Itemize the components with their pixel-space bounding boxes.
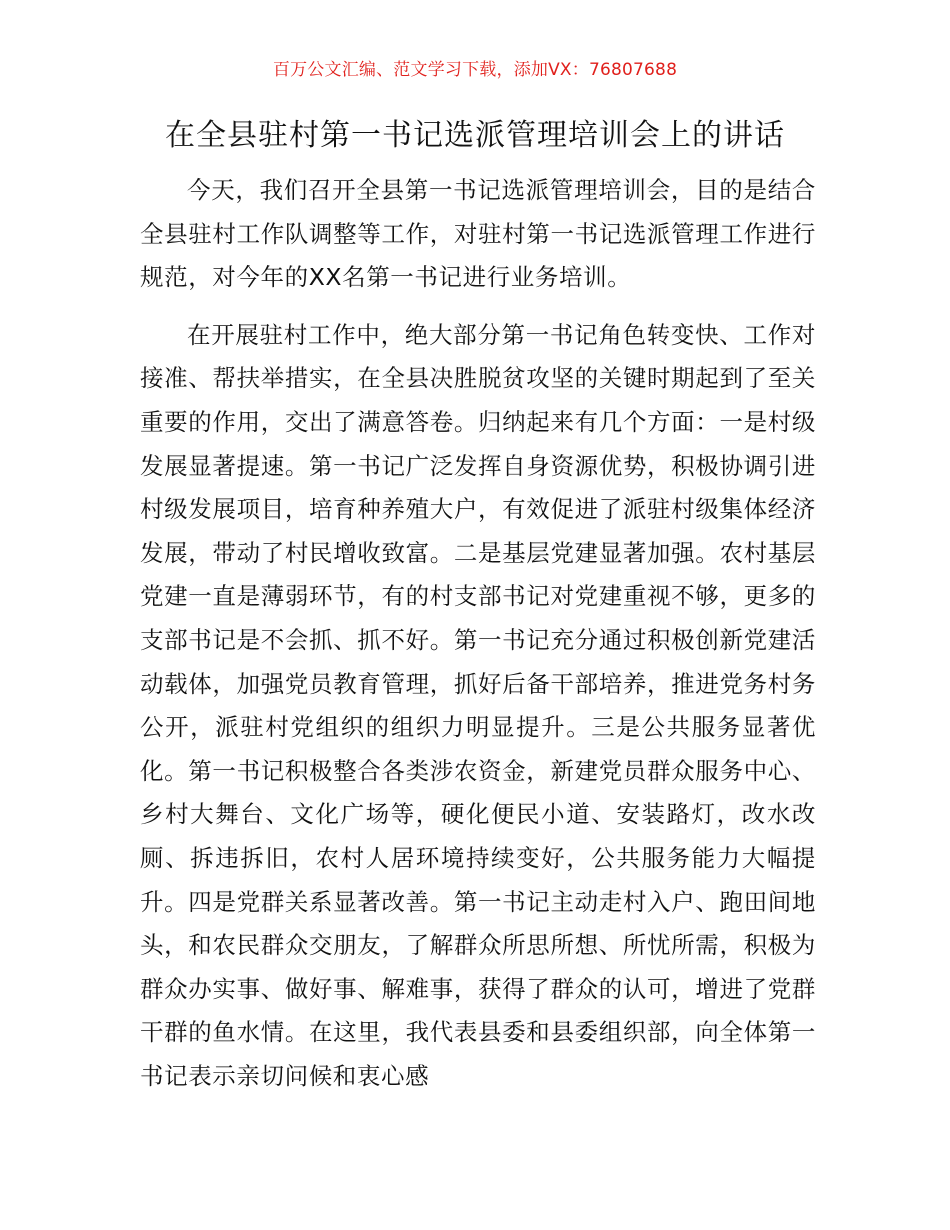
document-body bbox=[140, 169, 816, 1098]
header-watermark: 百万公文汇编、范文学习下载，添加VX：76807688 bbox=[272, 60, 678, 80]
body-paragraph-2: 在开展驻村工作中，绝大部分第一书记角色转变快、工作对接准、帮扶举措实，在全县决胜脱贫攻坚的关键时期起到了至关重要的作用，交出了满意答卷。归纳起来有几个方面：一是村级发展显著提速。第一书记广泛发挥自身资源优势，积极协调引进村级发展项目，培育种养殖大户，有效促进了派驻村级集体经济发展，带动了村民增收致富。二是基层党建显著加强。农村基层党建一直是薄弱环节，有的村支部书记对党建重视不够，更多的支部书记是不会抓、抓不好。第一书记充分通过积极创新党建活动载体，加强党员教育管理，抓好后备干部培养，推进党务村务公开，派驻村党组织的组织力明显提升。三是公共服务显著优化。第一书记积极整合各类涉农资金，新建党员群众服务中心、乡村大舞台、文化广场等，硬化便民小道、安装路灯，改水改厕、拆违拆旧，农村人居环境持续变好，公共服务能力大幅提升。四是党群关系显著改善。第一书记主动走村入户、跑田间地头，和农民群众交朋友，了解群众所思所想、所忧所需，积极为群众办实事、做好事、解难事，获得了群众的认可，增进了党群干群的鱼水情。在这里，我代表县委和县委组织部，向全体第一书记表示亲切问候和衷心感 bbox=[140, 320, 816, 1090]
body-paragraph-1: 今天，我们召开全县第一书记选派管理培训会，目的是结合全县驻村工作队调整等工作，对驻村第一书记选派管理工作进行规范，对今年的XX名第一书记进行业务培训。 bbox=[140, 176, 816, 292]
document-title: 在全县驻村第一书记选派管理培训会上的讲话 bbox=[165, 118, 785, 153]
